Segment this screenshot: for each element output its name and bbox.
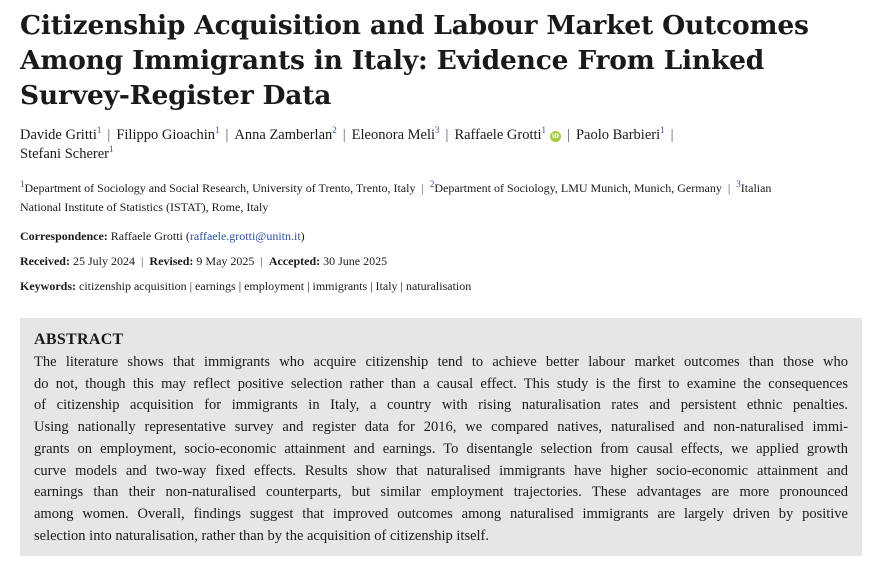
abstract-line: curve models and two-way fixed effects. Results show that naturalised immigrants have higher socio-economic attainment and — [34, 462, 848, 479]
affiliation-2: Department of Sociology, LMU Munich, Munich, Germany — [434, 181, 722, 195]
author-scherer[interactable]: Stefani Scherer$^1$ — [20, 144, 114, 162]
author-zamberlan[interactable]: Anna Zamberlan$^2$ — [234, 125, 337, 143]
revised-date: 9 May 2025 — [196, 254, 255, 268]
abstract-box — [20, 318, 862, 556]
author-barbieri[interactable]: Paolo Barbieri$^1$ — [575, 125, 665, 143]
keywords: Keywords: citizenship acquisition | earnings | employment | immigrants | Italy | naturalisation — [20, 279, 472, 293]
separator: | — [225, 127, 229, 143]
title-line: Survey-Register Data — [20, 80, 332, 111]
separator: | — [342, 127, 346, 143]
author-gritti[interactable]: Davide Gritti$^1$ — [20, 125, 102, 143]
separator: | — [727, 181, 731, 195]
abstract-line: among women. Overall, findings suggest that improved outcomes among naturalised immigrants are largely driven by positive — [34, 505, 848, 522]
abstract-line: selection into naturalisation, rather than by the acquisition of citizenship itself. — [34, 527, 490, 544]
abstract-line: The literature shows that immigrants who acquire citizenship tend to achieve better labour market outcomes than those who — [34, 354, 848, 370]
abstract-line: of citizenship acquisition for immigrants in Italy, a country with rising naturalisation rates and persistent ethnic penalties. — [34, 397, 848, 414]
abstract-line: Using nationally representative survey and register data for 2016, we compared natives, naturalised and non-naturalised immi- — [34, 419, 848, 436]
abstract-line: earnings than their non-naturalised counterparts, but similar employment trajectories. These advantages are more pronounced — [34, 484, 848, 501]
separator: | — [670, 127, 674, 143]
accepted-date: 30 June 2025 — [323, 254, 388, 268]
separator: | — [107, 127, 111, 143]
correspondence: Correspondence: Raffaele Grotti (raffaele.grotti@unitn.it) — [20, 229, 305, 243]
author-grotti[interactable]: Raffaele Grotti$^1$iD — [454, 125, 560, 143]
abstract-heading: ABSTRACT — [34, 331, 124, 348]
author-list — [20, 126, 862, 164]
affiliations: $^1$Department of Sociology and Social Research, University of Trento, Trento, Italy | $^2$Department of Sociology, LMU Munich, Munich, Germany | $^3$Italian National Institute of Statistics (ISTAT), Rome, Italy — [20, 179, 862, 217]
author-meli[interactable]: Eleonora Meli$^3$ — [351, 125, 440, 143]
keywords-list: citizenship acquisition | earnings | employment | immigrants | Italy | naturalisation — [79, 279, 472, 293]
article-header — [20, 8, 862, 294]
title-line: Citizenship Acquisition and Labour Market Outcomes — [20, 10, 809, 41]
article-title — [20, 8, 862, 113]
separator: | — [567, 127, 570, 143]
author-gioachin[interactable]: Filippo Gioachin$^1$ — [116, 125, 220, 143]
abstract-line: do not, though this may reflect positive selection rather than a causal effect. This study is the first to examine the consequences — [34, 375, 848, 392]
received-date: 25 July 2024 — [72, 254, 135, 268]
separator: | — [141, 254, 144, 268]
separator: | — [445, 127, 449, 143]
title-line: Among Immigrants in Italy: Evidence From Linked — [20, 45, 765, 76]
separator: | — [260, 254, 263, 268]
orcid-icon[interactable]: iD — [552, 133, 560, 140]
affiliation-3-start: Italian — [740, 181, 772, 195]
affiliation-3: National Institute of Statistics (ISTAT), Rome, Italy — [20, 200, 269, 214]
correspondence-name: Raffaele Grotti — [110, 229, 183, 243]
abstract-line: grants on employment, socio-economic attainment and earnings. To disentangle selection from causal effects, we applied growth — [34, 440, 848, 457]
separator: | — [421, 181, 424, 195]
article-dates: Received: 25 July 2024 | Revised: 9 May 2025 | Accepted: 30 June 2025 — [20, 254, 388, 268]
correspondence-email-link[interactable]: raffaele.grotti@unitn.it — [189, 229, 301, 243]
affiliation-1: Department of Sociology and Social Research, University of Trento, Trento, Italy — [24, 181, 416, 195]
abstract-body — [34, 352, 848, 547]
